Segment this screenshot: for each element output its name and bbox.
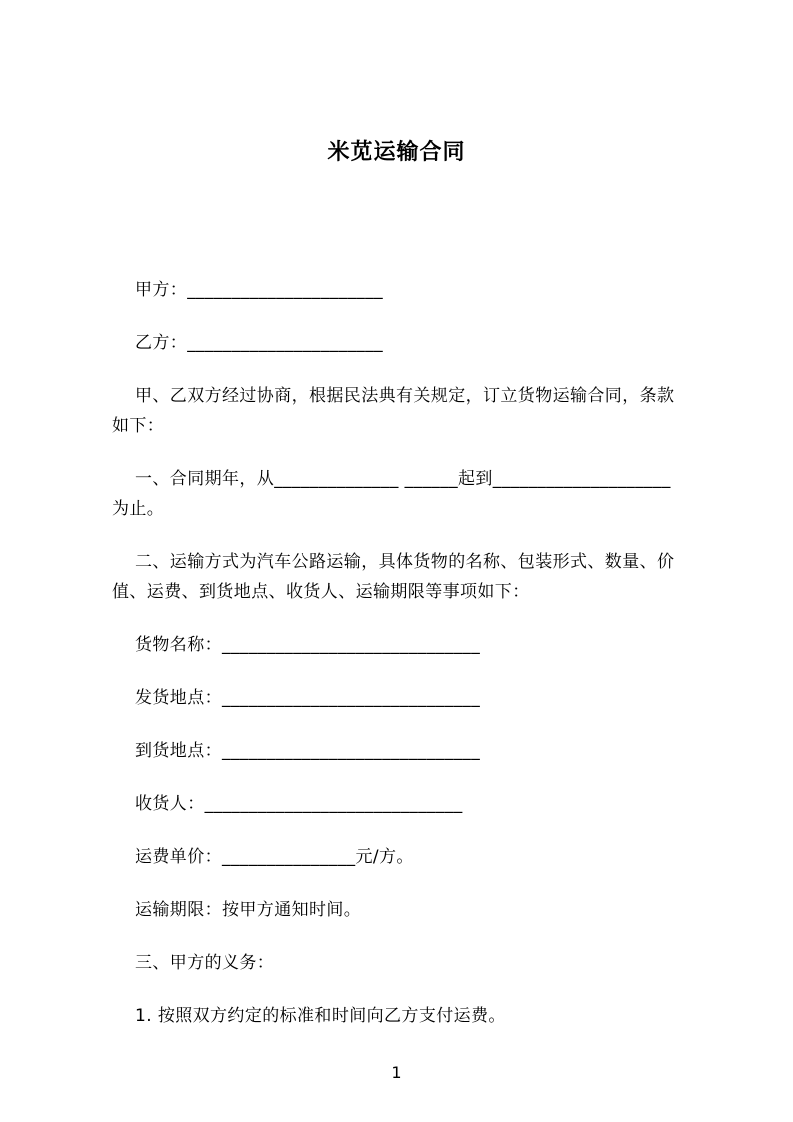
clause-3-item-1: 1. 按照双方约定的标准和时间向乙方支付运费。 [135, 1006, 506, 1026]
preamble: 甲、乙双方经过协商，根据民法典有关规定，订立货物运输合同，条款如下： [112, 386, 675, 436]
field-consignee: 收货人：_____________________________ [135, 794, 463, 814]
party-b-line: 乙方：______________________ [135, 333, 383, 353]
field-ship-place: 发货地点：_____________________________ [135, 688, 481, 708]
page-number: 1 [391, 1063, 402, 1082]
clause-1-term: 一、合同期年，从______________ ______起到____________________为止。 [112, 469, 671, 519]
document-title: 米苋运输合同 [327, 140, 466, 165]
party-a-line: 甲方：______________________ [135, 280, 383, 300]
field-delivery-place: 到货地点：_____________________________ [135, 741, 481, 761]
clause-3-heading: 三、甲方的义务： [135, 953, 275, 973]
clause-2-transport: 二、运输方式为汽车公路运输，具体货物的名称、包装形式、数量、价值、运费、到货地点、收货人、运输期限等事项如下： [112, 552, 675, 602]
field-transport-time: 运输期限：按甲方通知时间。 [135, 900, 362, 920]
field-goods-name: 货物名称：_____________________________ [135, 635, 481, 655]
document-body [112, 275, 681, 1031]
field-freight-price: 运费单价：_______________元/方。 [135, 847, 414, 867]
